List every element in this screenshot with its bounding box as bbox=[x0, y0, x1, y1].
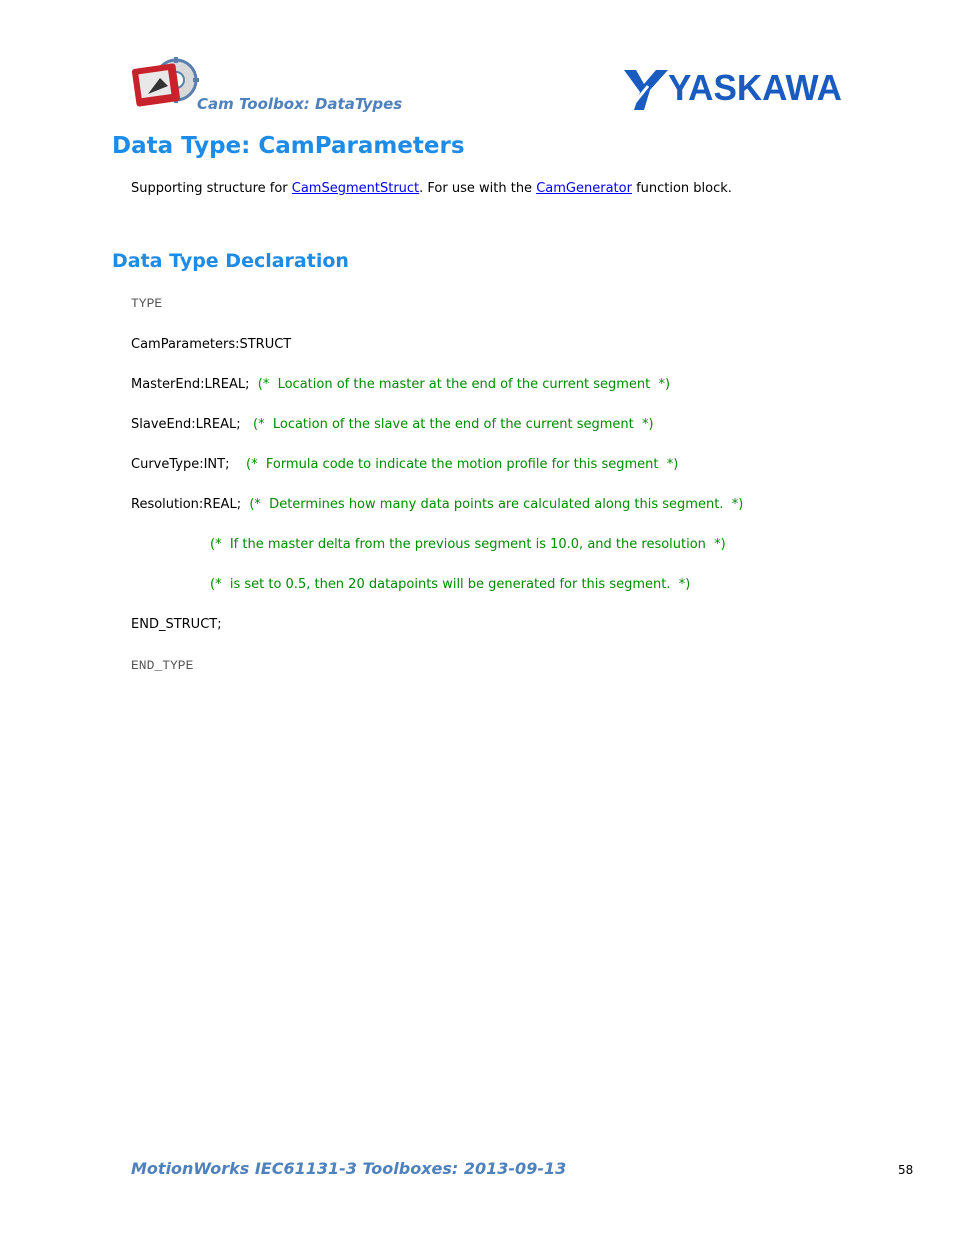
code-comment: (* Determines how many data points are calculated along this segment. *) bbox=[249, 497, 744, 512]
page-title: Data Type: CamParameters bbox=[112, 133, 465, 159]
code-end-struct: END_STRUCT; bbox=[131, 617, 222, 632]
header-title: Cam Toolbox: DataTypes bbox=[197, 95, 403, 113]
code-line-slaveend bbox=[131, 417, 654, 432]
code-end-type: END_TYPE bbox=[131, 658, 194, 673]
code-struct-line: CamParameters:STRUCT bbox=[131, 337, 292, 352]
toolbox-logo-icon bbox=[130, 56, 200, 112]
code-decl: Resolution:REAL; bbox=[131, 497, 250, 512]
footer-text: MotionWorks IEC61131-3 Toolboxes: 2013-09-13 bbox=[131, 1159, 567, 1178]
code-line-resolution bbox=[131, 497, 743, 512]
code-type-keyword: TYPE bbox=[131, 296, 163, 311]
camsegmentstruct-link[interactable]: CamSegmentStruct bbox=[291, 181, 420, 196]
code-comment: (* Formula code to indicate the motion profile for this segment *) bbox=[246, 457, 679, 472]
code-comment: (* Location of the master at the end of the current segment *) bbox=[257, 377, 671, 392]
camgenerator-link[interactable]: CamGenerator bbox=[536, 181, 632, 196]
intro-paragraph bbox=[131, 181, 732, 196]
code-decl: CurveType:INT; bbox=[131, 457, 247, 472]
code-line-masterend bbox=[131, 377, 670, 392]
code-continuation-comment: (* If the master delta from the previous segment is 10.0, and the resolution *) bbox=[210, 537, 726, 552]
code-decl: SlaveEnd:LREAL; bbox=[131, 417, 254, 432]
page-number: 58 bbox=[898, 1163, 914, 1177]
section-title: Data Type Declaration bbox=[112, 250, 349, 272]
code-line-curvetype bbox=[131, 457, 678, 472]
code-decl: MasterEnd:LREAL; bbox=[131, 377, 258, 392]
code-continuation-comment: (* is set to 0.5, then 20 datapoints will be generated for this segment. *) bbox=[210, 577, 691, 592]
yaskawa-logo bbox=[622, 66, 844, 112]
intro-text: . For use with the bbox=[419, 181, 537, 196]
intro-text: function block. bbox=[631, 181, 732, 196]
svg-text:YASKAWA: YASKAWA bbox=[668, 67, 842, 108]
code-comment: (* Location of the slave at the end of the current segment *) bbox=[253, 417, 654, 432]
intro-text: Supporting structure for bbox=[131, 181, 292, 196]
